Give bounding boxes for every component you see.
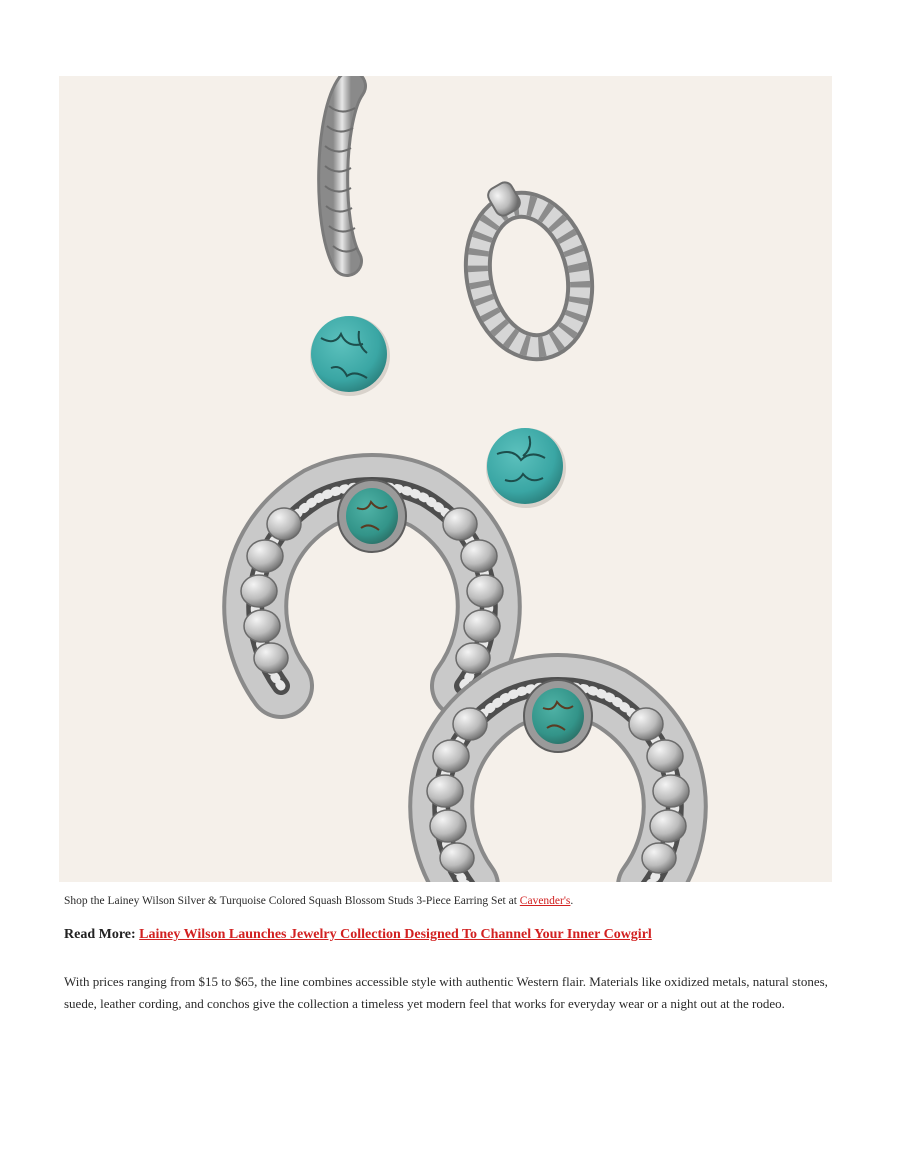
twisted-hoop-angled bbox=[465, 180, 593, 357]
read-more-link[interactable]: Lainey Wilson Launches Jewelry Collection Designed To Channel Your Inner Cowgirl bbox=[139, 927, 652, 942]
turquoise-stud-1 bbox=[310, 316, 390, 396]
read-more-label: Read More: bbox=[64, 927, 136, 942]
article-paragraph: With prices ranging from $15 to $65, the line combines accessible style with authentic Western flair. Materials like oxidized metals, natural stones, suede, leather cording, and conchos give the collection a timeless yet modern feel that works for everyday wear or a night out at the rodeo. bbox=[64, 974, 828, 1011]
earring-set-illustration bbox=[59, 76, 832, 882]
squash-blossom-earring-2 bbox=[427, 680, 689, 882]
image-caption bbox=[64, 893, 844, 909]
caption-end: . bbox=[570, 895, 574, 907]
read-more bbox=[64, 925, 854, 945]
turquoise-stud-2 bbox=[486, 428, 566, 508]
squash-blossom-earring-1 bbox=[241, 480, 503, 686]
cavenders-link[interactable]: Cavender's bbox=[519, 895, 571, 907]
twisted-hoop-side bbox=[325, 86, 357, 261]
caption-text: Shop the Lainey Wilson Silver & Turquoise Colored Squash Blossom Studs 3-Piece Earring Set at bbox=[64, 895, 520, 907]
product-image bbox=[59, 76, 832, 882]
